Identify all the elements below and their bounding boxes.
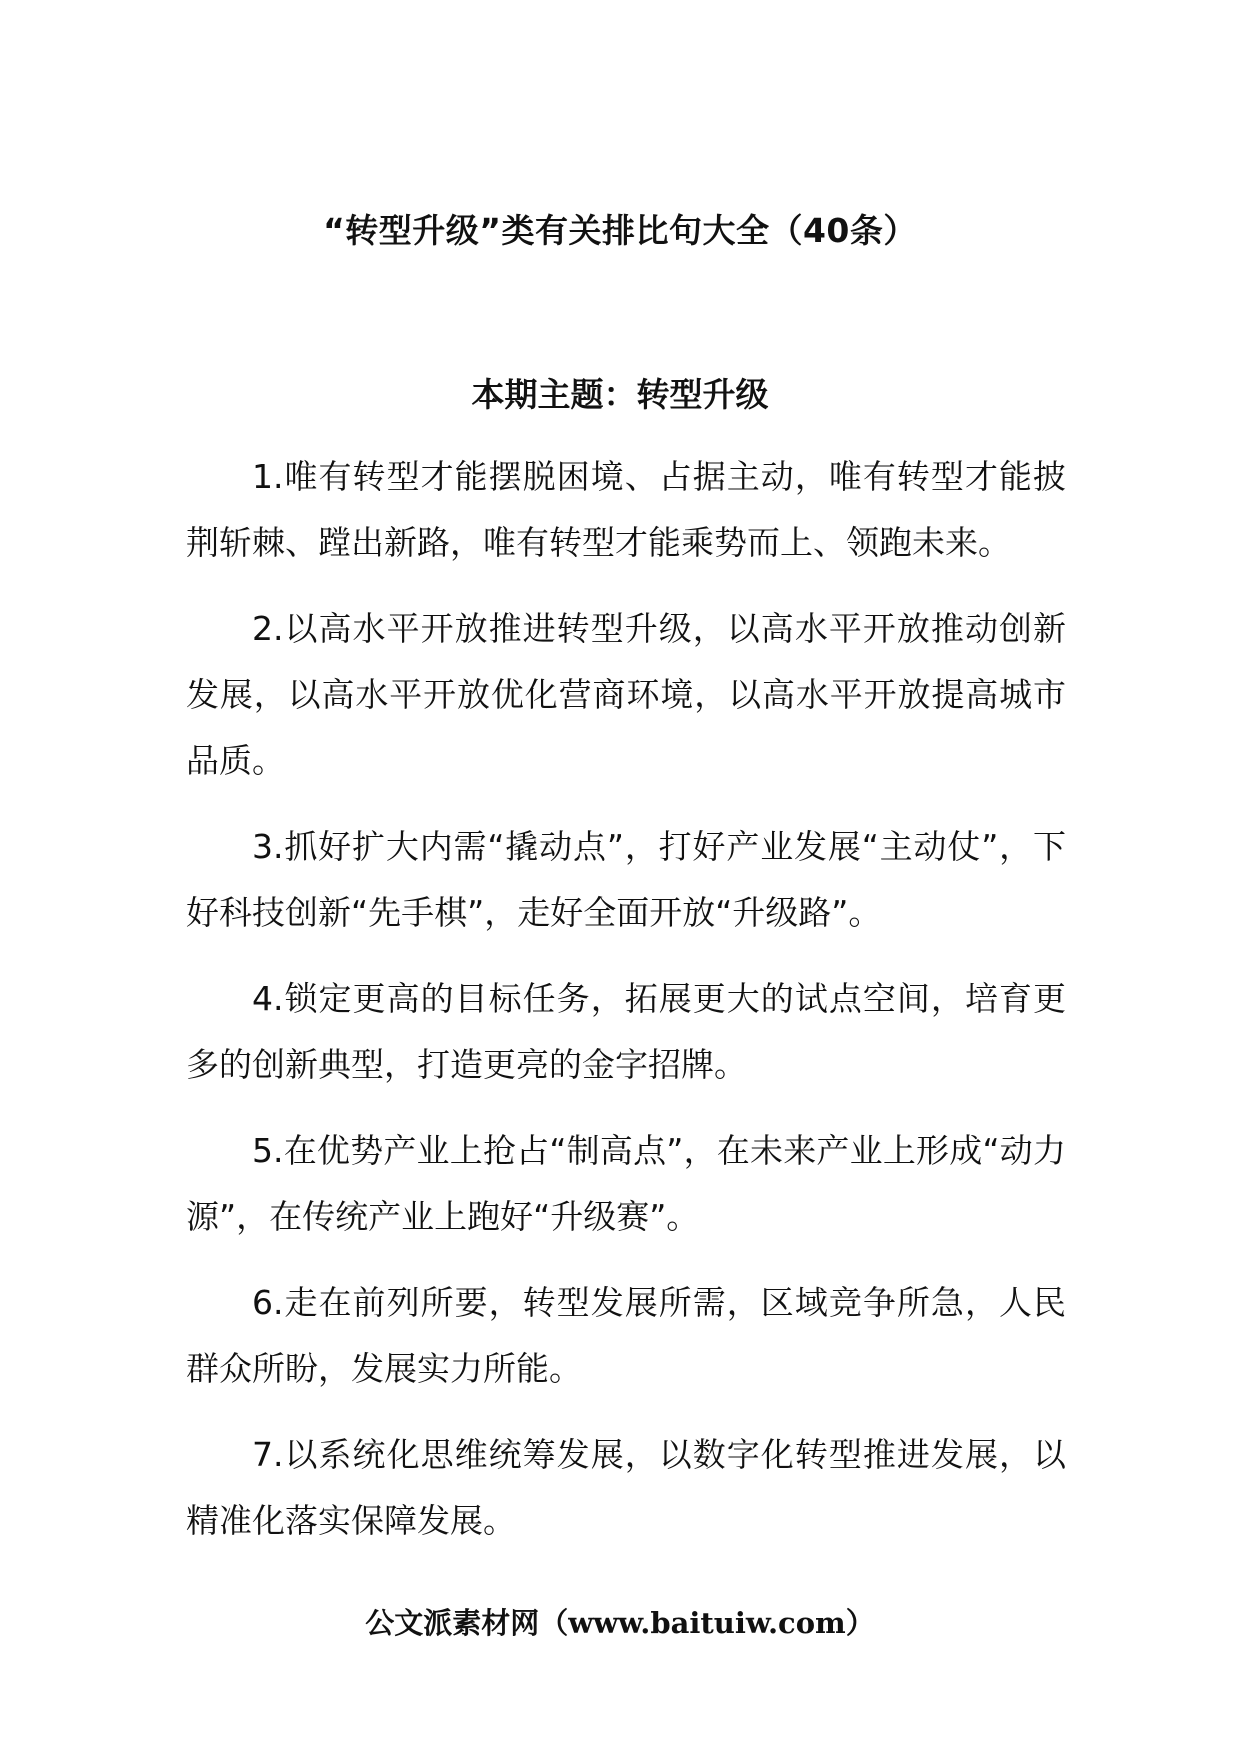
paragraph-6: 6.走在前列所要，转型发展所需，区域竞争所急，人民群众所盼，发展实力所能。 xyxy=(186,1283,1066,1388)
paragraph-2: 2.以高水平开放推进转型升级，以高水平开放推动创新发展，以高水平开放优化营商环境，以高水平开放提高城市品质。 xyxy=(186,609,1066,780)
paragraph-4: 4.锁定更高的目标任务，拓展更大的试点空间，培育更多的创新典型，打造更亮的金字招牌。 xyxy=(186,979,1066,1084)
document-body xyxy=(186,444,1066,1574)
paragraph-7: 7.以系统化思维统筹发展，以数字化转型推进发展，以精准化落实保障发展。 xyxy=(186,1435,1066,1540)
paragraph-5: 5.在优势产业上抢占“制高点”，在未来产业上形成“动力源”，在传统产业上跑好“升级赛”。 xyxy=(186,1131,1066,1236)
document-subtitle: 本期主题：转型升级 xyxy=(471,375,769,414)
footer-source: 公文派素材网（www.baituiw.com） xyxy=(365,1606,875,1640)
paragraph-1: 1.唯有转型才能摆脱困境、占据主动，唯有转型才能披荆斩棘、蹚出新路，唯有转型才能乘势而上、领跑未来。 xyxy=(186,457,1066,562)
paragraph-3: 3.抓好扩大内需“撬动点”，打好产业发展“主动仗”，下好科技创新“先手棋”，走好全面开放“升级路”。 xyxy=(186,827,1066,932)
document-title: “转型升级”类有关排比句大全（40条） xyxy=(323,211,917,250)
